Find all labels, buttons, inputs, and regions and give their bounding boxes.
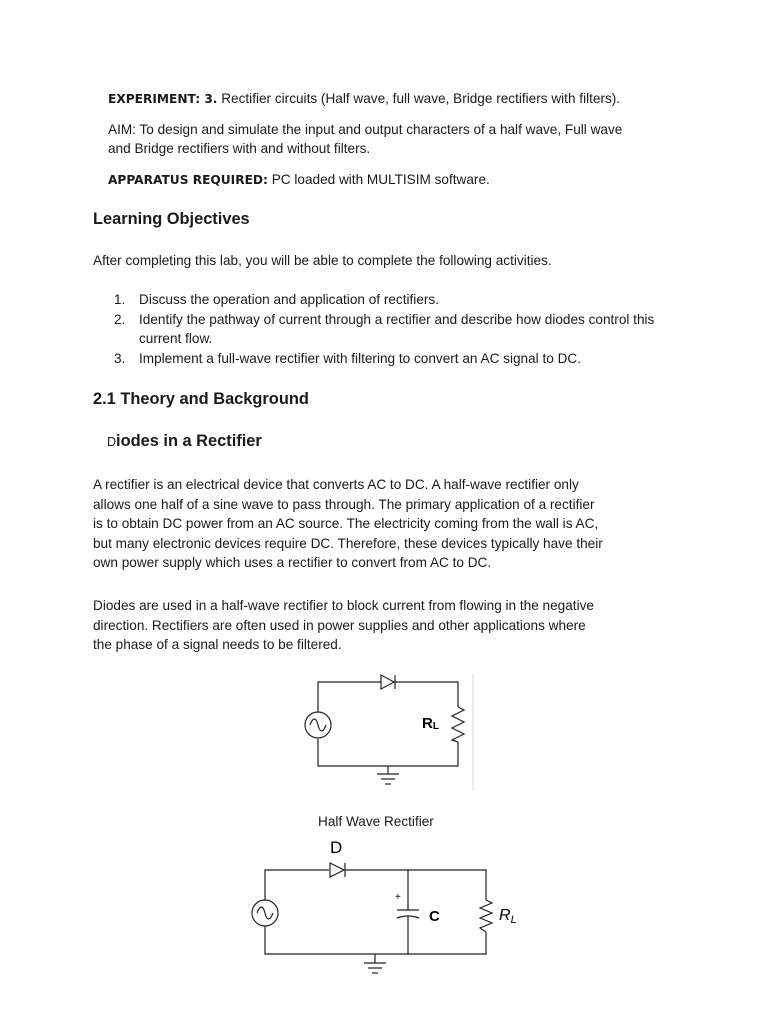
- list-item: [114, 349, 674, 369]
- capacitor-icon: [397, 870, 419, 954]
- resistor-icon: [452, 707, 464, 742]
- list-number: 1.: [114, 292, 126, 307]
- resistor-icon: [480, 900, 492, 932]
- apparatus-line: [108, 170, 490, 191]
- aim-line-2: and Bridge rectifiers with and without filters.: [108, 141, 371, 156]
- list-text: Identify the pathway of current through a rectifier and describe how diodes control this current flow.: [139, 311, 655, 346]
- subheading-initial: D: [107, 435, 117, 449]
- filtered-rectifier-diagram: [245, 834, 535, 984]
- wire-top-left: [265, 870, 329, 900]
- wire-top-right: [395, 682, 458, 707]
- list-text: Discuss the operation and application of rectifiers.: [139, 292, 439, 307]
- paragraph-line: own power supply which uses a rectifier to convert from AC to DC.: [93, 555, 492, 570]
- ac-source-icon: [252, 900, 278, 926]
- aim-line-1: AIM: To design and simulate the input and output characters of a half wave, Full wave: [108, 122, 623, 137]
- list-item: [114, 290, 674, 310]
- apparatus-label: APPARATUS REQUIRED:: [108, 173, 268, 187]
- rl-label: RL: [422, 715, 439, 732]
- paragraph-line: direction. Rectifiers are often used in power supplies and other applications where: [93, 617, 586, 633]
- apparatus-text: PC loaded with MULTISIM software.: [271, 172, 490, 187]
- ac-source-icon: [305, 712, 331, 738]
- wire-bottom: [265, 926, 486, 954]
- paragraph-line: the phase of a signal needs to be filtered.: [93, 637, 342, 652]
- paragraph-line: Diodes are used in a half-wave rectifier to block current from flowing in the negative: [93, 598, 594, 613]
- theory-paragraph-1: [93, 475, 693, 573]
- diode-label: D: [330, 838, 343, 857]
- figure-caption: Half Wave Rectifier: [318, 814, 434, 829]
- ground-icon: [364, 954, 386, 973]
- diodes-subheading: [107, 432, 262, 451]
- paragraph-line: A rectifier is an electrical device that converts AC to DC. A half-wave rectifier only: [93, 477, 579, 492]
- diode-icon: [381, 675, 395, 689]
- ground-icon: [377, 766, 399, 784]
- wire-bottom: [318, 739, 458, 766]
- theory-paragraph-2: [93, 596, 693, 655]
- capacitor-label: C: [429, 908, 440, 925]
- objectives-heading: Learning Objectives: [93, 210, 250, 228]
- plus-label: +: [395, 892, 401, 903]
- half-wave-rectifier-diagram: [298, 670, 478, 795]
- rl-label: RL: [499, 907, 517, 926]
- experiment-line: [108, 89, 620, 110]
- list-number: 2.: [114, 311, 126, 327]
- paragraph-line: but many electronic devices require DC. Therefore, these devices typically have their: [93, 535, 603, 551]
- objectives-intro: After completing this lab, you will be able to complete the following activities.: [93, 253, 552, 268]
- paragraph-line: allows one half of a sine wave to pass through. The primary application of a rectifier: [93, 496, 595, 512]
- objectives-list: [114, 290, 674, 368]
- list-item: [114, 310, 659, 349]
- list-number: 3.: [114, 350, 126, 366]
- list-text: Implement a full-wave rectifier with filtering to convert an AC signal to DC.: [139, 350, 581, 366]
- experiment-label: EXPERIMENT: 3.: [108, 92, 218, 106]
- diode-icon: [330, 863, 345, 877]
- wire-top-right: [345, 870, 486, 900]
- theory-heading: 2.1 Theory and Background: [93, 390, 309, 408]
- experiment-title: Rectifier circuits (Half wave, full wave, Bridge rectifiers with filters).: [221, 91, 621, 106]
- paragraph-line: is to obtain DC power from an AC source. The electricity coming from the wall is AC,: [93, 516, 599, 531]
- subheading-rest: iodes in a Rectifier: [116, 432, 262, 450]
